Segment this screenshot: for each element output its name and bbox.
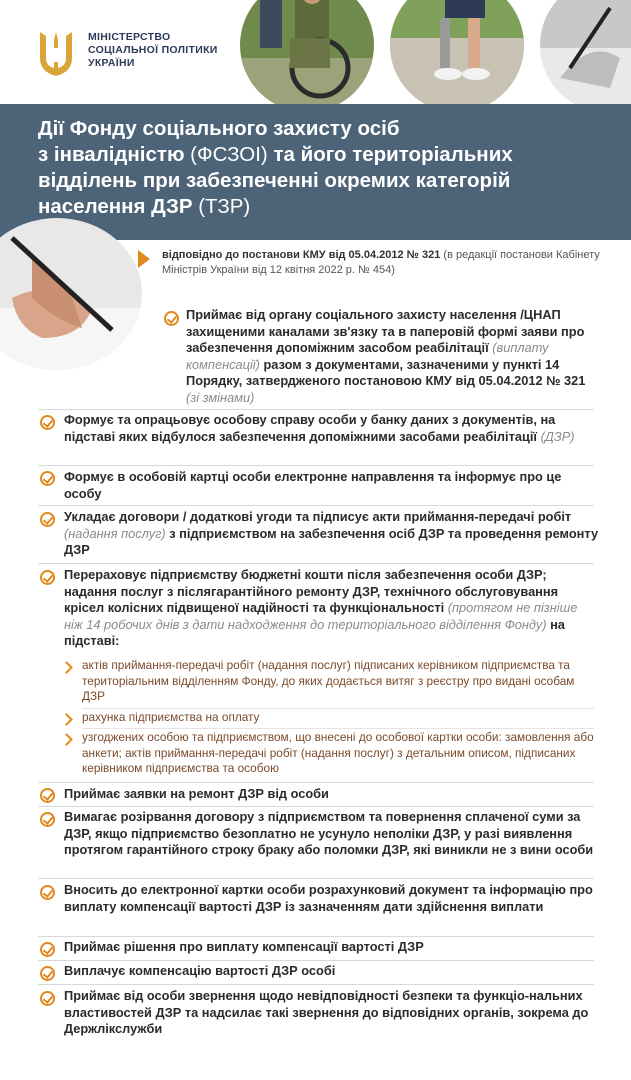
item-text: Приймає від органу соціального захисту населення /ЦНАП захищеними каналами зв'язку та в паперовій формі заяви про забезпечення допоміжним засобом реабілітації [186, 307, 585, 355]
title-line: Дії Фонду соціального захисту осіб [38, 117, 400, 140]
divider [38, 878, 594, 879]
item-text: Приймає заявки на ремонт ДЗР від особи [64, 786, 329, 801]
item-text: Приймає від особи звернення щодо невідповідності безпеки та функціо-нальних властивостей ДЗР та надсилає такі звернення до відповідних органів, зокрема до Держлікслужби [64, 988, 589, 1036]
photo-wheelchair [240, 0, 374, 112]
divider [38, 806, 594, 807]
chevron-right-icon [138, 250, 150, 268]
item-text: з підприємством на забезпечення осіб ДЗР та проведення ремонту ДЗР [64, 525, 599, 557]
divider [38, 409, 594, 410]
list-item [64, 882, 599, 915]
chevron-right-icon [60, 733, 73, 746]
header [0, 0, 631, 104]
list-item [64, 509, 599, 559]
divider [38, 563, 594, 564]
check-circle-icon [40, 512, 55, 527]
ministry-name [88, 31, 218, 70]
title-line: з інвалідністю [38, 143, 191, 166]
item-note: (зі змінами) [186, 389, 255, 405]
divider [82, 728, 594, 729]
chevron-right-icon [60, 661, 73, 674]
divider [38, 782, 594, 783]
sub-list-item: узгоджених особою та підприємством, що внесені до особової картки особи: замовлення або анкети; актів приймання-передачі робіт (надання послуг) з детальним описом, підписаних керівником підприємства та особою [82, 730, 594, 775]
item-note: (ДЗР) [540, 428, 575, 444]
list-item [186, 307, 596, 406]
item-text: Формує та опрацьовує особову справу особи у банку даних з документів, на підставі яких відбулося забезпечення допоміжними засобами реабілітації [64, 412, 556, 444]
check-circle-icon [40, 966, 55, 981]
title-abbrev: (ФСЗОІ) [190, 143, 268, 166]
divider [38, 936, 594, 937]
legal-basis [162, 248, 612, 278]
list-item [64, 963, 599, 980]
ministry-line: СОЦІАЛЬНОЇ ПОЛІТИКИ [88, 44, 218, 56]
item-text: на підставі: [64, 616, 565, 648]
list-item [64, 939, 599, 956]
ministry-line: МІНІСТЕРСТВО [88, 31, 171, 43]
check-circle-icon [40, 788, 55, 803]
check-circle-icon [40, 991, 55, 1006]
check-circle-icon [40, 570, 55, 585]
list-item [64, 809, 599, 859]
item-text: Приймає рішення про виплату компенсації вартості ДЗР [64, 939, 424, 954]
divider [38, 960, 594, 961]
photo-hand-writing [540, 0, 631, 112]
title-abbrev: (ТЗР) [198, 195, 251, 218]
item-note: (виплату компенсації) [186, 340, 549, 372]
title-banner [0, 104, 631, 240]
basis-bold: відповідно до постанови КМУ від 05.04.2012 № 321 [162, 249, 441, 261]
sub-list-item: актів приймання-передачі робіт (надання послуг) підписаних керівником підприємства та територіальним відділенням Фонду, до яких додається витяг з реєстру про видані особам ДЗР [82, 658, 575, 703]
trident-logo-icon [36, 28, 76, 78]
item-text: разом з документами, зазначеними у пункті 14 Порядку, затвердженого постановою КМУ від 05.04.2012 № 321 [186, 356, 586, 388]
list-item [64, 469, 599, 502]
check-circle-icon [40, 471, 55, 486]
basis-rest: (в редакції постанови Кабінету Міністрів України від 12 квітня 2022 р. № 454) [162, 249, 600, 276]
ministry-line: УКРАЇНИ [88, 57, 135, 69]
check-circle-icon [164, 311, 179, 326]
divider [82, 708, 594, 709]
title-line: та його територіальних [267, 143, 513, 166]
check-circle-icon [40, 942, 55, 957]
check-circle-icon [40, 415, 55, 430]
item-text: Укладає договори / додаткові угоди та підписує акти приймання-передачі робіт [64, 509, 572, 524]
check-circle-icon [40, 812, 55, 827]
item-note: (протягом не пізніше ніж 14 робочих днів з дати надходження до територіального відділення Фонду) [64, 600, 578, 632]
divider [38, 505, 594, 506]
chevron-right-icon [60, 713, 73, 726]
divider [38, 984, 594, 985]
divider [38, 465, 594, 466]
list-item [64, 412, 599, 445]
list-item [64, 786, 599, 803]
list-item [64, 988, 599, 1038]
sub-list-item: рахунка підприємства на оплату [82, 710, 260, 724]
photo-prosthesis [390, 0, 524, 112]
photo-signing-document [0, 218, 142, 370]
item-text: Вимагає розірвання договору з підприємством та повернення сплаченої суми за ДЗР, якщо підприємство безоплатно не усунуло неполіки ДЗР, у разі виявлення протягом гарантійного строку браку або поломки ДЗР, які виникли не з вини особи [64, 809, 594, 857]
item-text: Формує в особовій картці особи електронне направлення та інформує про це особу [64, 469, 562, 501]
item-text: Виплачує компенсацію вартості ДЗР особі [64, 963, 336, 978]
check-circle-icon [40, 885, 55, 900]
item-text: Вносить до електронної картки особи розрахунковий документ та інформацію про виплату компенсації вартості ДЗР із зазначенням дати здійснення виплати [64, 882, 593, 914]
item-note: (надання послуг) [64, 525, 166, 541]
title-line: відділень при забезпеченні окремих категорій [38, 169, 511, 192]
page-title [38, 116, 618, 220]
list-item [64, 567, 599, 650]
item-text: Перераховує підприємству бюджетні кошти після забезпечення особи ДЗР; надання послуг з післягарантійного ремонту ДЗР, технічного обслуговування крісел колісних підвищеної надійності та функціональності [64, 567, 559, 615]
title-line: населення ДЗР [38, 195, 199, 218]
